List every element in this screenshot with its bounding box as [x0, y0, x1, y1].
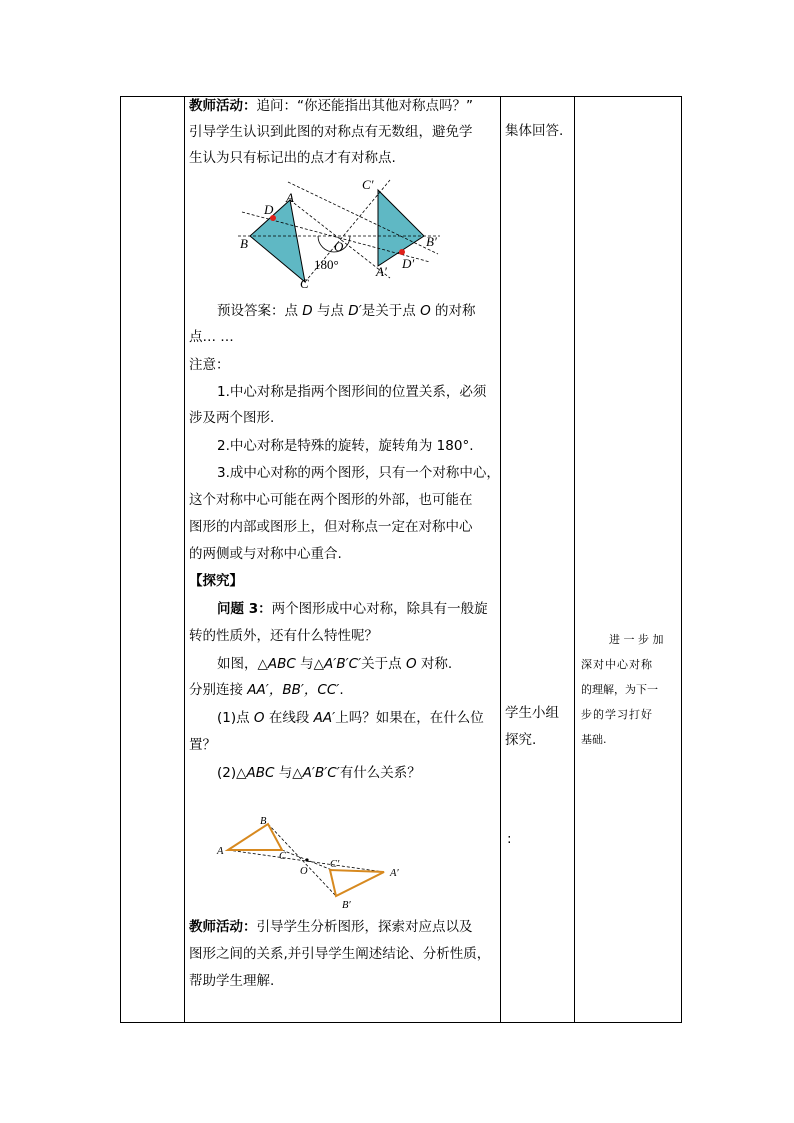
desc-text: 如图，△: [217, 656, 268, 672]
sub-question-1: 置？: [189, 737, 216, 753]
desc-text: 关于点: [361, 656, 406, 672]
teacher-activity-label: 教师活动：: [189, 919, 257, 935]
answer-text: 的对称: [430, 303, 476, 319]
fig2-label: B: [260, 816, 267, 827]
point-name: O: [253, 710, 265, 726]
fig1-label: B′: [426, 234, 437, 249]
student-colon: :: [507, 831, 512, 847]
fig1-label: A: [286, 190, 294, 205]
answer-text: 预设答案：点: [217, 303, 303, 319]
column-intent: [575, 97, 682, 1023]
symmetry-figure-2: [212, 812, 412, 912]
fig2-label: C: [279, 851, 287, 862]
teacher-activity-label: 教师活动：: [189, 98, 257, 114]
fig2-label: C′: [330, 859, 340, 870]
connect-instruction: [189, 681, 344, 699]
triangle-abc: [228, 824, 282, 850]
point-o: [305, 858, 308, 861]
desc-text: 与△: [295, 656, 325, 672]
triangle-name: ABC: [246, 765, 275, 781]
point-name: O: [405, 656, 417, 672]
note-item: 图形的内部或图形上，但对称点一定在对称中心: [189, 519, 473, 535]
note-title: 注意：: [189, 357, 230, 373]
student-answer: 集体回答.: [505, 123, 564, 139]
teacher-question: 追问：“你还能指出其他对称点吗？”: [256, 98, 473, 114]
fig1-label: C′: [362, 177, 374, 192]
intent-line: 进 一 步 加: [609, 633, 664, 646]
answer-text: 与点: [312, 303, 349, 319]
answer-text: 点… …: [189, 329, 234, 345]
desc-text: 有什么关系？: [339, 765, 421, 781]
intent-line: 深对中心对称: [581, 658, 653, 671]
intent-line: 步的学习打好: [581, 708, 653, 721]
answer-point: O: [420, 303, 431, 319]
question-text: 两个图形成中心对称，除具有一般旋: [271, 601, 488, 617]
segment-name: AA′: [313, 710, 336, 726]
desc-text: (2)△: [217, 765, 247, 781]
column-blank: [121, 97, 185, 1023]
sub-question-1: [217, 709, 484, 727]
desc-text: 对称.: [416, 656, 453, 672]
note-item: 1.中心对称是指两个图形间的位置关系，必须: [217, 384, 487, 400]
fig2-label: A′: [390, 868, 399, 879]
note-item: 这个对称中心可能在两个图形的外部，也可能在: [189, 492, 473, 508]
sub-question-2: [217, 764, 421, 782]
student-group: 学生小组: [505, 705, 559, 721]
answer-text: 是关于点: [361, 303, 421, 319]
point-d-prime: [399, 249, 405, 255]
desc-text: 分别连接: [189, 682, 248, 698]
question-3: [217, 600, 488, 618]
note-item: 2.中心对称是特殊的旋转，旋转角为 180°.: [217, 438, 474, 454]
desc-text: .: [339, 682, 344, 698]
desc-text: 在线段: [264, 710, 314, 726]
figure-description: [217, 655, 452, 673]
desc-text: 上吗？如果在，在什么位: [335, 710, 484, 726]
fig1-label: D: [264, 202, 274, 217]
explore-title: 【探究】: [189, 573, 243, 589]
fig1-label: A′: [376, 264, 387, 279]
teacher-text: 引导学生分析图形，探索对应点以及: [256, 919, 473, 935]
column-student: [501, 97, 575, 1023]
fig1-angle-label: 180°: [314, 257, 339, 272]
intent-line: 的理解，为下一: [581, 683, 658, 696]
answer-point: D: [302, 303, 313, 319]
fig1-label: O: [334, 239, 344, 254]
question-label: 问题 3：: [217, 601, 272, 617]
segment-names: AA′，BB′，CC′: [247, 682, 340, 698]
teacher-activity-2: [189, 918, 473, 936]
triangle-abc-prime: [330, 870, 384, 896]
fig1-label: D′: [402, 256, 415, 271]
note-item: 涉及两个图形.: [189, 410, 275, 426]
note-item: 3.成中心对称的两个图形，只有一个对称中心，: [217, 465, 500, 481]
triangle-name: A′B′C′: [302, 765, 340, 781]
desc-text: 与△: [274, 765, 303, 781]
question-text: 转的性质外，还有什么特性呢？: [189, 628, 378, 644]
preset-answer: [217, 302, 476, 320]
answer-point: D′: [348, 303, 362, 319]
fig1-label: C: [300, 276, 309, 291]
fig2-label: A: [217, 846, 224, 857]
teacher-activity-1: [189, 97, 473, 115]
intent-line: 基础.: [581, 733, 607, 746]
fig2-label: B′: [342, 900, 351, 911]
teacher-text-line: 生认为只有标记出的点才有对称点.: [189, 150, 396, 166]
teacher-text-line: 引导学生认识到此图的对称点有无数组，避免学: [189, 124, 473, 140]
triangle-name: A′B′C′: [324, 656, 362, 672]
teacher-text-line: 图形之间的关系,并引导学生阐述结论、分析性质，: [189, 946, 491, 962]
student-group: 探究.: [505, 732, 537, 748]
desc-text: (1)点: [217, 710, 254, 726]
fig1-label: B: [240, 236, 248, 251]
fig2-label: O: [300, 866, 308, 877]
triangle-name: ABC: [267, 656, 296, 672]
symmetry-figure-1: [230, 174, 450, 292]
teacher-text-line: 帮助学生理解.: [189, 973, 275, 989]
note-item: 的两侧或与对称中心重合.: [189, 546, 342, 562]
triangle-abc: [250, 200, 305, 282]
